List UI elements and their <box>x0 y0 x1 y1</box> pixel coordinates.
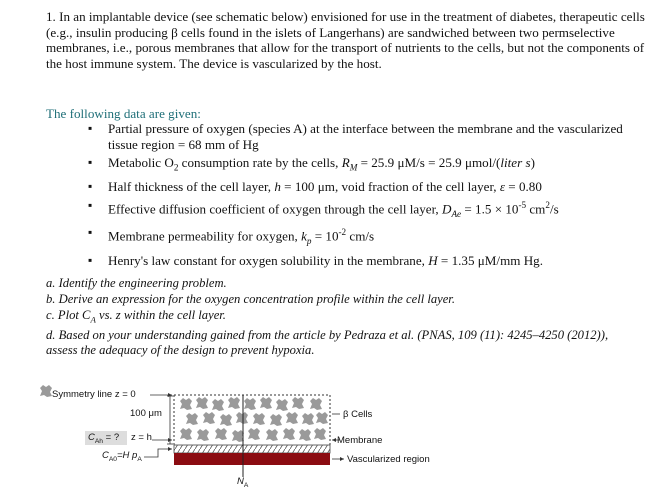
membrane-layer <box>174 445 330 453</box>
membrane-label: Membrane <box>337 435 383 446</box>
problem-intro: 1. In an implantable device (see schematic below) envisioned for use in the treatment of diabetes, therapeutic cells (e.g., insulin producing β cells found in the islets of Langerhans) are sandwiched between two permselective membranes, i.e., porous membranes that allow for the transport of nutrients to the cells, but not the components of the host immune system. The device is vascularized by the host. <box>46 9 645 71</box>
zh-label: z = h <box>131 432 152 443</box>
given-item-diffusion: ▪ Effective diffusion coefficient of oxygen through the cell layer, $D_{Ae} = 1.5 \times 10^{-5}$ $cm^2/s$ <box>84 198 644 222</box>
question-b: b. Derive an expression for the oxygen concentration profile within the cell layer. <box>46 292 455 306</box>
question-a: a. Identify the engineering problem. <box>46 276 227 290</box>
question-c: c. Plot $C_A$ vs. z within the cell layer. <box>46 308 226 325</box>
device-schematic <box>40 385 460 489</box>
beta-cells-label: β Cells <box>343 409 373 420</box>
given-item-henry: ▪ Henry's law constant for oxygen solubility in the membrane, H = 1.35 μM/mm Hg. <box>84 253 644 269</box>
na-label: $N_A$ <box>237 476 249 489</box>
given-list <box>84 121 644 271</box>
given-title: The following data are given: <box>46 106 201 121</box>
given-item-half-thickness: ▪ Half thickness of the cell layer, h = 100 μm, void fraction of the cell layer, ε = 0.80 <box>84 179 644 195</box>
vascularized-label: Vascularized region <box>347 454 430 465</box>
cah-label: $C_{Ah}$ = ? <box>88 432 120 445</box>
given-item-po2: ▪ Partial pressure of oxygen (species A) at the interface between the membrane and the vascularized tissue region = 68 mm of Hg <box>84 121 644 152</box>
ca0-label: $C_{A0}=H$ $p_A$ <box>102 450 142 463</box>
thickness-label: 100 μm <box>130 408 162 419</box>
vascularized-tissue <box>174 453 330 465</box>
ca0-arrow <box>144 449 172 457</box>
given-item-metabolic-rate: ▪ Metabolic $O_2$ consumption rate by the cells, $R_M = 25.9$ μM/s = 25.9 μmol/(liter s) <box>84 155 644 176</box>
question-d: d. Based on your understanding gained from the article by Pedraza et al. (PNAS, 109 (11): 4245–4250 (2012)), assess the adequacy of the design to prevent hypoxia. <box>46 328 609 357</box>
symmetry-label: Symmetry line z = 0 <box>52 389 136 400</box>
given-item-permeability: ▪ Membrane permeability for oxygen, $k_p = 10^{-2}$ cm/s <box>84 225 644 249</box>
